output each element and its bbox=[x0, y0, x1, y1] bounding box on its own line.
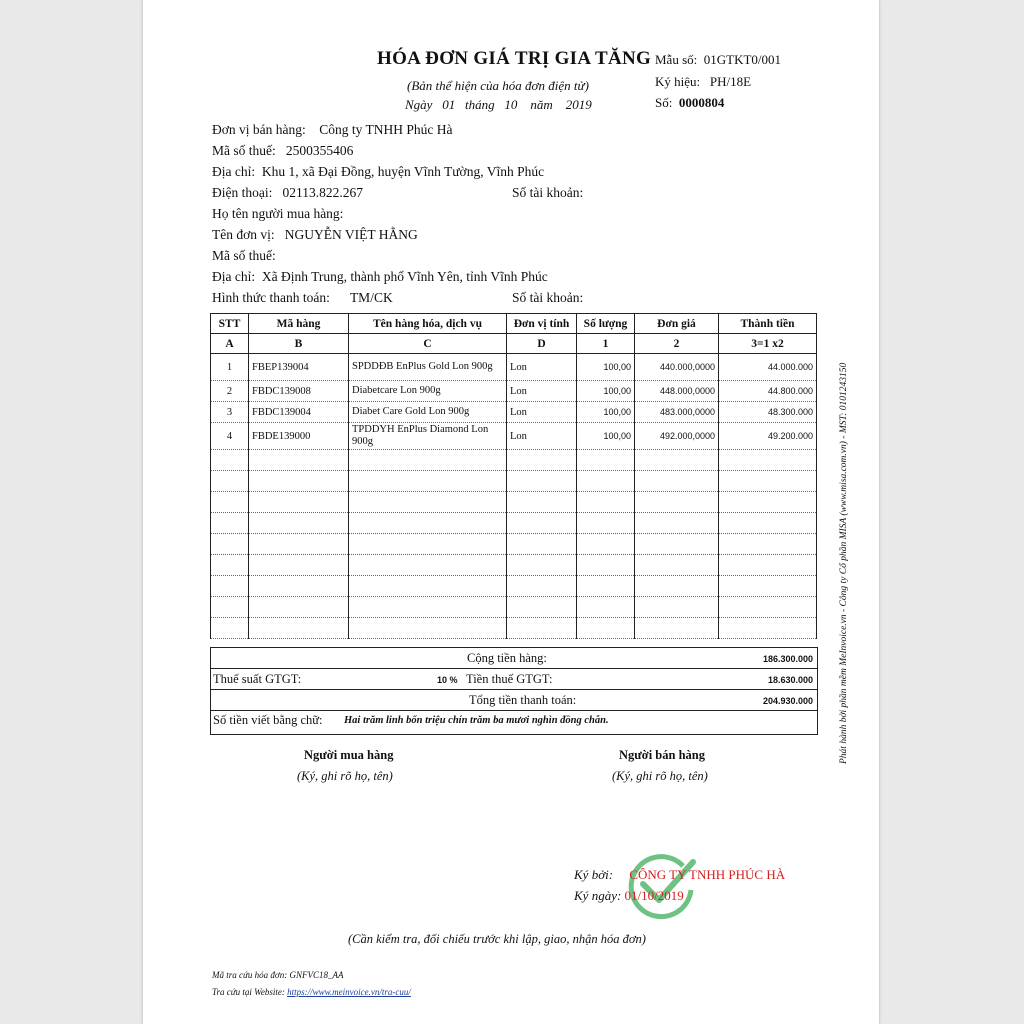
seller-signature-title: Người bán hàng bbox=[619, 748, 705, 762]
seller-address-row bbox=[212, 164, 544, 180]
cell-amount: 44.000.000 bbox=[719, 354, 817, 381]
cell-qty: 100,00 bbox=[577, 402, 635, 423]
buyer-payment-label: Hình thức thanh toán: bbox=[212, 290, 330, 305]
date-day: 01 bbox=[442, 97, 456, 112]
subtotal-label: Cộng tiền hàng: bbox=[467, 651, 547, 665]
seller-address-label: Địa chỉ: bbox=[212, 164, 256, 179]
buyer-account-label: Số tài khoản: bbox=[512, 290, 584, 305]
cell-code: FBDC139004 bbox=[249, 402, 349, 423]
seller-account-label: Số tài khoản: bbox=[512, 185, 584, 200]
cell-price: 492.000,0000 bbox=[635, 423, 719, 450]
cell-code: FBDC139008 bbox=[249, 381, 349, 402]
cell-name: TPDDYH EnPlus Diamond Lon 900g bbox=[349, 423, 507, 450]
seller-address: Khu 1, xã Đại Đồng, huyện Vĩnh Tường, Vĩnh Phúc bbox=[261, 164, 545, 179]
buyer-unit: NGUYỄN VIỆT HẰNG bbox=[284, 227, 418, 242]
amount-in-words-label: Số tiền viết bằng chữ: bbox=[213, 713, 323, 727]
buyer-address-label: Địa chỉ: bbox=[212, 269, 256, 284]
buyer-address: Xã Định Trung, thành phố Vĩnh Yên, tỉnh Vĩnh Phúc bbox=[261, 269, 548, 284]
empty-row bbox=[211, 576, 817, 597]
col-header: Đơn vị tính bbox=[507, 314, 577, 334]
cell-code: FBDE139000 bbox=[249, 423, 349, 450]
cell-name: Diabet Care Gold Lon 900g bbox=[349, 402, 507, 423]
date-year: 2019 bbox=[565, 97, 592, 112]
cell-unit: Lon bbox=[507, 423, 577, 450]
empty-row bbox=[211, 471, 817, 492]
empty-row bbox=[211, 555, 817, 576]
vat-rate: 10 % bbox=[437, 675, 458, 685]
invoice-page bbox=[143, 0, 879, 1024]
invoice-title: HÓA ĐƠN GIÁ TRỊ GIA TĂNG bbox=[377, 48, 652, 69]
col-header: Tên hàng hóa, dịch vụ bbox=[349, 314, 507, 334]
form-value: 01GTKT0/001 bbox=[703, 52, 782, 67]
buyer-unit-row bbox=[212, 227, 418, 243]
form-number bbox=[655, 52, 781, 68]
vat-amount: 18.630.000 bbox=[767, 675, 813, 685]
table-row bbox=[211, 381, 817, 402]
signed-by-label: Ký bởi: bbox=[574, 867, 614, 882]
seller-signature-note: (Ký, ghi rõ họ, tên) bbox=[612, 769, 708, 783]
cell-unit: Lon bbox=[507, 402, 577, 423]
empty-row bbox=[211, 597, 817, 618]
symbol-value: PH/18E bbox=[709, 74, 752, 89]
buyer-payment-row bbox=[212, 290, 393, 306]
buyer-unit-label: Tên đơn vị: bbox=[212, 227, 275, 242]
empty-row bbox=[211, 450, 817, 471]
grand-total: 204.930.000 bbox=[762, 696, 813, 706]
form-label: Mẫu số: bbox=[655, 52, 698, 67]
invoice-symbol bbox=[655, 74, 751, 90]
signed-date-row bbox=[574, 888, 684, 904]
lookup-site-link[interactable]: https://www.meinvoice.vn/tra-cuu/ bbox=[287, 987, 411, 997]
lookup-code-label: Mã tra cứu hóa đơn: bbox=[212, 970, 288, 980]
col-code: A bbox=[211, 334, 249, 354]
empty-row bbox=[211, 618, 817, 639]
col-header: STT bbox=[211, 314, 249, 334]
cell-price: 448.000,0000 bbox=[635, 381, 719, 402]
cell-price: 483.000,0000 bbox=[635, 402, 719, 423]
cell-qty: 100,00 bbox=[577, 423, 635, 450]
buyer-address-row bbox=[212, 269, 548, 285]
seller-name-row bbox=[212, 122, 453, 138]
lookup-site-row bbox=[212, 987, 411, 997]
empty-row bbox=[211, 492, 817, 513]
cell-stt: 3 bbox=[211, 402, 249, 423]
cell-code: FBEP139004 bbox=[249, 354, 349, 381]
date-month-label: tháng bbox=[464, 97, 495, 112]
col-header: Số lượng bbox=[577, 314, 635, 334]
lookup-site-label: Tra cứu tại Website: bbox=[212, 987, 285, 997]
buyer-person-label: Họ tên người mua hàng: bbox=[212, 206, 344, 221]
date-month: 10 bbox=[504, 97, 518, 112]
cell-qty: 100,00 bbox=[577, 354, 635, 381]
col-code: B bbox=[249, 334, 349, 354]
cell-unit: Lon bbox=[507, 381, 577, 402]
cell-unit: Lon bbox=[507, 354, 577, 381]
table-header-row bbox=[211, 314, 817, 334]
date-year-label: năm bbox=[530, 97, 553, 112]
date-prefix: Ngày bbox=[405, 97, 433, 112]
check-note: (Cần kiểm tra, đối chiếu trước khi lập, giao, nhận hóa đơn) bbox=[348, 932, 646, 946]
buyer-payment: TM/CK bbox=[349, 290, 393, 305]
empty-row bbox=[211, 513, 817, 534]
cell-qty: 100,00 bbox=[577, 381, 635, 402]
buyer-signature-title: Người mua hàng bbox=[304, 748, 394, 762]
side-note: Phát hành bởi phần mềm MeInvoice.vn - Công ty Cổ phần MISA (www.misa.com.vn) - MST: 0101243150 bbox=[839, 362, 849, 764]
number-value: 0000804 bbox=[678, 95, 725, 110]
signed-by: CÔNG TY TNHH PHÚC HÀ bbox=[629, 867, 786, 882]
totals-box bbox=[210, 647, 818, 735]
cell-stt: 2 bbox=[211, 381, 249, 402]
cell-amount: 44.800.000 bbox=[719, 381, 817, 402]
col-code: 1 bbox=[577, 334, 635, 354]
symbol-label: Ký hiệu: bbox=[655, 74, 701, 89]
seller-tax-label: Mã số thuế: bbox=[212, 143, 276, 158]
seller-tax-row bbox=[212, 143, 353, 159]
signed-date: 01/10/2019 bbox=[624, 888, 684, 903]
grand-total-label: Tổng tiền thanh toán: bbox=[469, 693, 577, 707]
seller-name-label: Đơn vị bán hàng: bbox=[212, 122, 306, 137]
cell-price: 440.000,0000 bbox=[635, 354, 719, 381]
items-table bbox=[210, 313, 817, 639]
verified-check-icon bbox=[621, 850, 703, 920]
col-code: D bbox=[507, 334, 577, 354]
lookup-code: GNFVC18_AA bbox=[289, 970, 344, 980]
invoice-subtitle: (Bản thể hiện của hóa đơn điện tử) bbox=[407, 78, 589, 93]
invoice-number bbox=[655, 95, 724, 111]
table-row bbox=[211, 402, 817, 423]
cell-stt: 4 bbox=[211, 423, 249, 450]
seller-name: Công ty TNHH Phúc Hà bbox=[319, 122, 453, 137]
buyer-signature-note: (Ký, ghi rõ họ, tên) bbox=[297, 769, 393, 783]
cell-stt: 1 bbox=[211, 354, 249, 381]
amount-in-words: Hai trăm linh bốn triệu chín trăm ba mươi nghìn đồng chẵn. bbox=[344, 715, 609, 726]
cell-amount: 48.300.000 bbox=[719, 402, 817, 423]
buyer-tax-label: Mã số thuế: bbox=[212, 248, 276, 263]
cell-name: Diabetcare Lon 900g bbox=[349, 381, 507, 402]
table-code-row bbox=[211, 334, 817, 354]
seller-phone: 02113.822.267 bbox=[282, 185, 363, 200]
table-row bbox=[211, 423, 817, 450]
invoice-date bbox=[405, 97, 592, 113]
col-header: Đơn giá bbox=[635, 314, 719, 334]
col-code: 3=1 x2 bbox=[719, 334, 817, 354]
vat-amount-label: Tiền thuế GTGT: bbox=[466, 672, 553, 686]
seller-phone-label: Điện thoại: bbox=[212, 185, 273, 200]
signed-by-row bbox=[574, 867, 785, 883]
col-code: C bbox=[349, 334, 507, 354]
table-row bbox=[211, 354, 817, 381]
lookup-code-row bbox=[212, 970, 343, 980]
empty-row bbox=[211, 534, 817, 555]
cell-amount: 49.200.000 bbox=[719, 423, 817, 450]
vat-rate-label: Thuế suất GTGT: bbox=[213, 672, 302, 686]
col-code: 2 bbox=[635, 334, 719, 354]
subtotal-value: 186.300.000 bbox=[762, 654, 813, 664]
col-header: Thành tiền bbox=[719, 314, 817, 334]
seller-tax: 2500355406 bbox=[285, 143, 354, 158]
signed-date-label: Ký ngày: bbox=[574, 888, 622, 903]
seller-phone-row bbox=[212, 185, 363, 201]
number-label: Số: bbox=[655, 95, 673, 110]
col-header: Mã hàng bbox=[249, 314, 349, 334]
cell-name: SPDDĐB EnPlus Gold Lon 900g bbox=[349, 354, 507, 381]
